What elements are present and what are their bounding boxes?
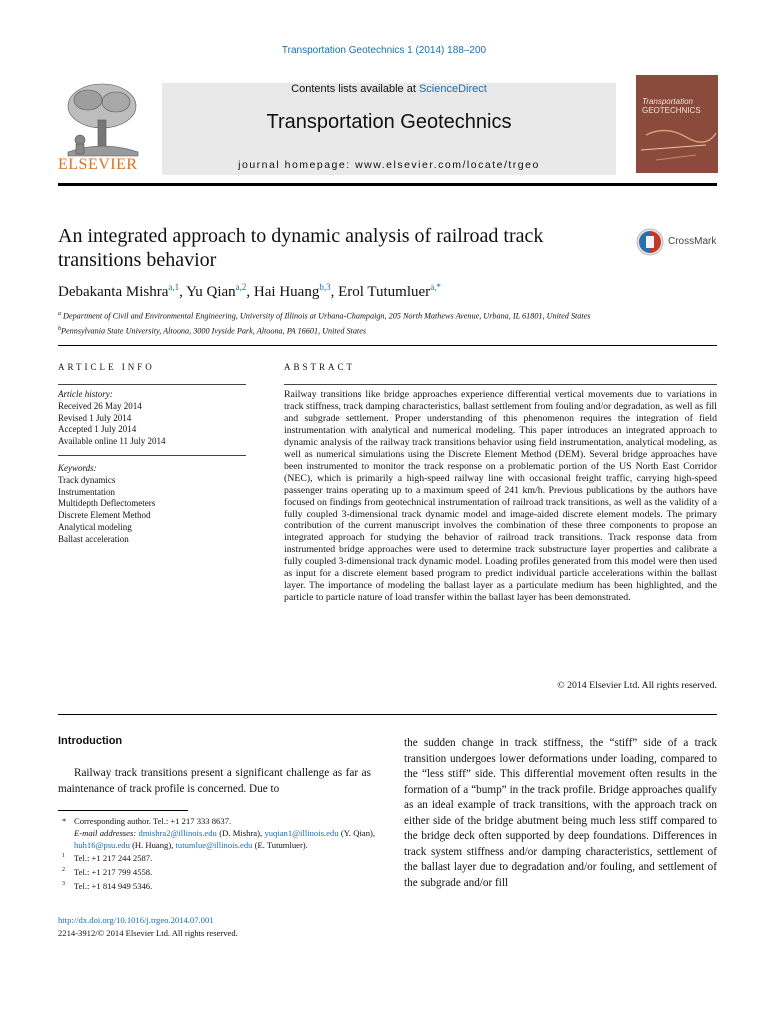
author-list: [58, 282, 441, 301]
history-item: Received 26 May 2014: [58, 400, 142, 411]
author-name: Debakanta Mishra: [58, 284, 169, 300]
footnote-2: 2 Tel.: +1 217 799 4558.: [62, 866, 153, 877]
section-heading: Introduction: [58, 735, 123, 747]
author-name: Yu Qian: [186, 284, 236, 300]
contents-line: Contents lists available at ScienceDirect: [291, 83, 487, 95]
keyword: Ballast acceleration: [58, 533, 129, 544]
email-link[interactable]: tutumlue@illinois.edu: [175, 839, 253, 850]
history-item: Accepted 1 July 2014: [58, 424, 137, 435]
sciencedirect-link[interactable]: ScienceDirect: [418, 83, 487, 95]
author-affiliation-mark[interactable]: b,3: [319, 282, 331, 292]
abstract-heading: ABSTRACT: [284, 362, 356, 372]
info-rule: [58, 384, 246, 385]
keywords-label: Keywords:: [58, 463, 97, 473]
author-separator: ,: [330, 284, 339, 300]
affiliation-a: $^a$ Department of Civil and Environmental Engineering, University of Illinois at Urbana-Champaign, 205 North Mathews Avenue, Urbana, IL 61801, United States: [58, 311, 591, 321]
journal-banner: [162, 83, 616, 175]
email-link[interactable]: yuqian1@illinois.edu: [264, 827, 339, 838]
keyword: Discrete Element Method: [58, 510, 151, 521]
footnote-emails: E-mail addresses: dmishra2@illinois.edu (D. Mishra), yuqian1@illinois.edu (Y. Qian), huh16@psu.edu (H. Huang), tutumlue@illinois.edu (E. Tutumluer).: [74, 827, 375, 850]
history-label: Article history:: [58, 389, 113, 399]
article-info-heading: ARTICLE INFO: [58, 362, 155, 372]
footnote-rule: [58, 810, 188, 811]
body-paragraph: Railway track transitions present a significant challenge as far as maintenance of track profile is concerned. Due to: [58, 767, 371, 795]
abstract-copyright: © 2014 Elsevier Ltd. All rights reserved.: [557, 680, 717, 691]
issn-line: 2214-3912/© 2014 Elsevier Ltd. All rights reserved.: [58, 928, 238, 938]
affiliation-b: $^b$Pennsylvania State University, Altoona, 3000 Ivyside Park, Altoona, PA 16601, United States: [58, 325, 367, 336]
history-item: Available online 11 July 2014: [58, 436, 166, 447]
body-paragraph: the sudden change in track stiffness, the “stiff” side of a track transition undergoes lower deformations under loading, compared to the “less stiff” side. This differential movement often results in the formation of a “bump” in the track profile. Bridge approaches qualify as an ideal example of track transitions, with the approach track on either side of the bridge abutment being much less stiff compared to the bridge deck often supported by deep foundations. Differences in track system stiffness and/or damping characteristics, settlement of the ballast layer due to degradation and/or fouling, and settlement of the subgrade and/or fill: [404, 737, 717, 889]
affiliations: [58, 308, 728, 337]
keyword: Multidepth Deflectometers: [58, 498, 156, 509]
journal-title: Transportation Geotechnics: [266, 111, 512, 133]
email-link[interactable]: huh16@psu.edu: [74, 839, 130, 850]
publisher-name: ELSEVIER: [58, 156, 138, 173]
elsevier-logo: [58, 80, 146, 176]
crossmark-label: CrossMark: [668, 236, 717, 247]
cover-title: Transportation GEOTECHNICS: [642, 97, 701, 115]
keyword: Track dynamics: [58, 474, 116, 485]
email-link[interactable]: dmishra2@illinois.edu: [138, 827, 217, 838]
author-name: Hai Huang: [253, 284, 320, 300]
footnote-corresponding: * Corresponding author. Tel.: +1 217 333 8637.: [62, 816, 232, 826]
journal-homepage: journal homepage: www.elsevier.com/locate/trgeo: [238, 159, 540, 171]
author-name: Erol Tutumluer: [338, 284, 431, 300]
author-affiliation-mark[interactable]: a,2: [235, 282, 247, 292]
footnotes: [58, 816, 375, 892]
author-affiliation-mark[interactable]: a,*: [430, 282, 441, 292]
header-rule: [58, 183, 717, 186]
homepage-link[interactable]: www.elsevier.com/locate/trgeo: [355, 159, 540, 171]
info-rule: [58, 455, 246, 456]
footnote-3: 3 Tel.: +1 814 949 5346.: [62, 880, 153, 891]
section-rule: [58, 345, 717, 346]
keywords: [58, 463, 246, 546]
author-affiliation-mark[interactable]: a,1: [168, 282, 180, 292]
doi-link[interactable]: http://dx.doi.org/10.1016/j.trgeo.2014.07.001: [58, 915, 214, 925]
article-history: [58, 389, 246, 448]
abstract-rule: [284, 384, 717, 385]
keyword: Instrumentation: [58, 486, 115, 497]
history-item: Revised 1 July 2014: [58, 412, 132, 423]
footnote-1: 1 Tel.: +1 217 244 2587.: [62, 853, 153, 864]
crossmark-icon: [636, 228, 664, 256]
journal-citation[interactable]: Transportation Geotechnics 1 (2014) 188–200: [281, 45, 487, 56]
section-rule: [58, 714, 717, 715]
crossmark-badge[interactable]: [636, 228, 726, 256]
author-separator: ,: [179, 284, 187, 300]
author-separator: ,: [246, 284, 254, 300]
journal-cover[interactable]: [636, 75, 718, 173]
article-title: An integrated approach to dynamic analysis of railroad track transitions behavior: [58, 225, 544, 271]
keyword: Analytical modeling: [58, 521, 132, 532]
abstract-text: Railway transitions like bridge approaches experience differential vertical movements due to variations in track stiffness, track damping characteristics, ballast settlement from fouling and/or degradation, as well as fill and subgrade settlement. Proper understanding of this phenomenon requires the integration of field instrumentation with analytical and numerical modeling. This paper introduces an integrated approach to dynamic analysis of the railway track transitions behavior using field instrumentation, analytical modeling, as well as numerical simulations using the Discrete Element Method (DEM). Several bridge approaches have been instrumented to monitor the track response on a problematic portion of the US North East Corridor (NEC), which is primarily a high-speed railway line with occasional freight traffic, carrying high-speed passenger trains operating up to a maximum speed of 241 km/h. Previous publications by the authors have focused on findings from geotechnical instrumentation of railroad track transitions, as well as the validity of a fully coupled 3-dimensional track dynamic model and image-aided discrete element models. The primary contribution of the current manuscript involves the combination of these three components to propose an integrated approach for studying the behavior of railroad track transitions. Track response data from instrumented bridge approaches were used to determine track substructure layer properties and calibrate a fully coupled 3-dimensional track dynamic model. Loading profiles generated from this model were then used as input for a discrete element based program to predict individual particle accelerations within the ballast layer. The importance of modeling the ballast layer as a particulate medium has been highlighted, and the particle to particle nature of load transfer within the ballast layer has been demonstrated.: [284, 389, 717, 604]
